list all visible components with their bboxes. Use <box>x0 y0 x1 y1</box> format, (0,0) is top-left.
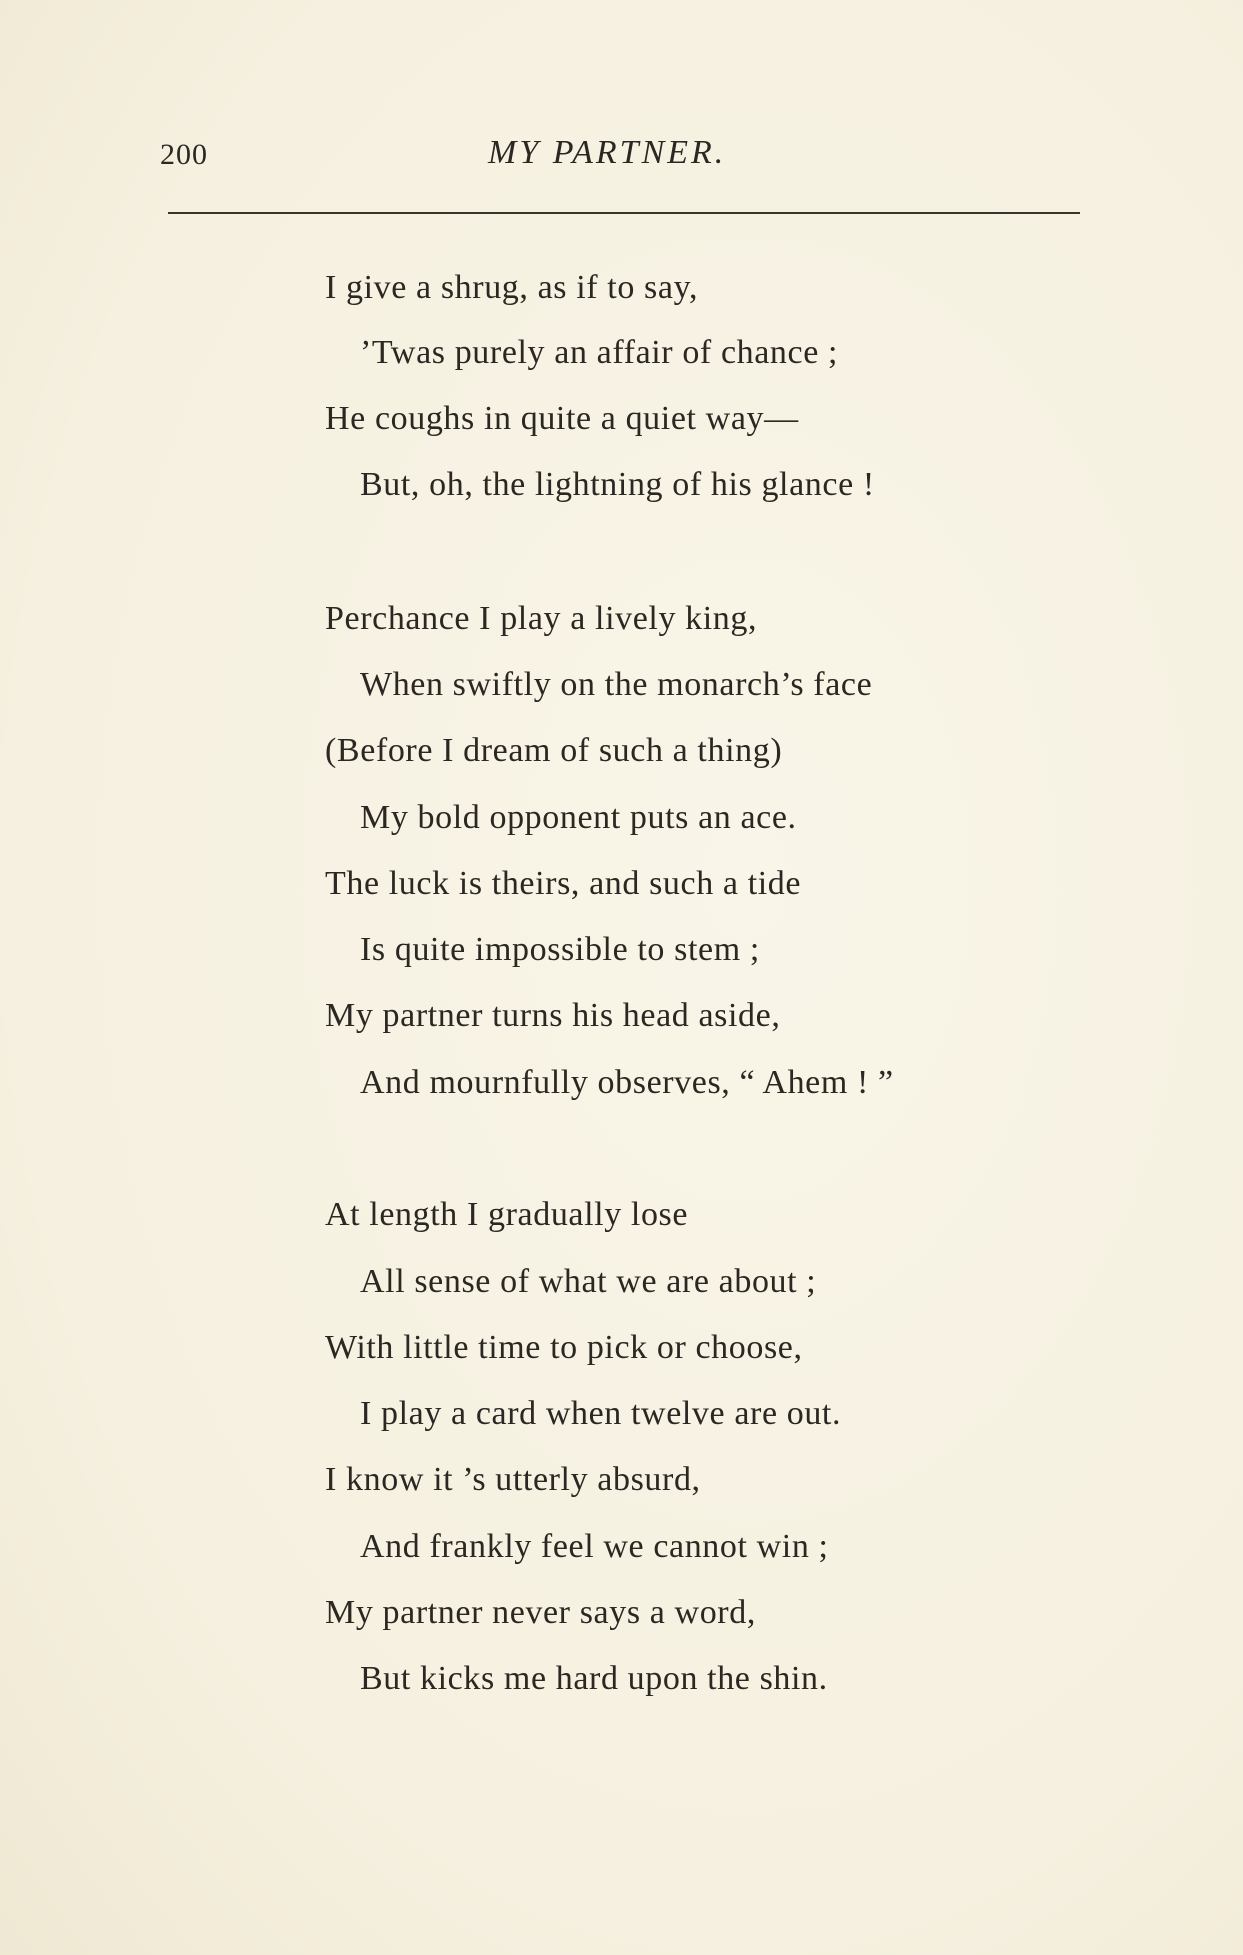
verse-line: But, oh, the lightning of his glance ! <box>360 466 875 503</box>
page-number: 200 <box>160 138 208 171</box>
verse-line: When swiftly on the monarch’s face <box>360 666 873 703</box>
verse-line: (Before I dream of such a thing) <box>325 732 783 769</box>
verse-line: I know it ’s utterly absurd, <box>325 1461 701 1498</box>
verse-line: The luck is theirs, and such a tide <box>325 865 802 902</box>
verse-line: Is quite impossible to stem ; <box>360 931 760 968</box>
verse-line: At length I gradually lose <box>325 1196 689 1233</box>
verse-line: And mournfully observes, “ Ahem ! ” <box>360 1064 894 1101</box>
verse-line: Perchance I play a lively king, <box>325 600 758 637</box>
verse-line: ’Twas purely an affair of chance ; <box>360 334 839 371</box>
verse-line: With little time to pick or choose, <box>325 1329 803 1366</box>
verse-line: But kicks me hard upon the shin. <box>360 1660 828 1697</box>
verse-line: And frankly feel we cannot win ; <box>360 1528 829 1565</box>
verse-line: My bold opponent puts an ace. <box>360 799 797 836</box>
running-head-title: MY PARTNER. <box>488 134 727 171</box>
verse-line: I play a card when twelve are out. <box>360 1395 842 1432</box>
verse-line: I give a shrug, as if to say, <box>325 269 699 306</box>
header-rule <box>168 212 1080 214</box>
verse-line: All sense of what we are about ; <box>360 1263 817 1300</box>
verse-line: He coughs in quite a quiet way— <box>325 400 799 437</box>
verse-line: My partner never says a word, <box>325 1594 756 1631</box>
verse-line: My partner turns his head aside, <box>325 997 781 1034</box>
